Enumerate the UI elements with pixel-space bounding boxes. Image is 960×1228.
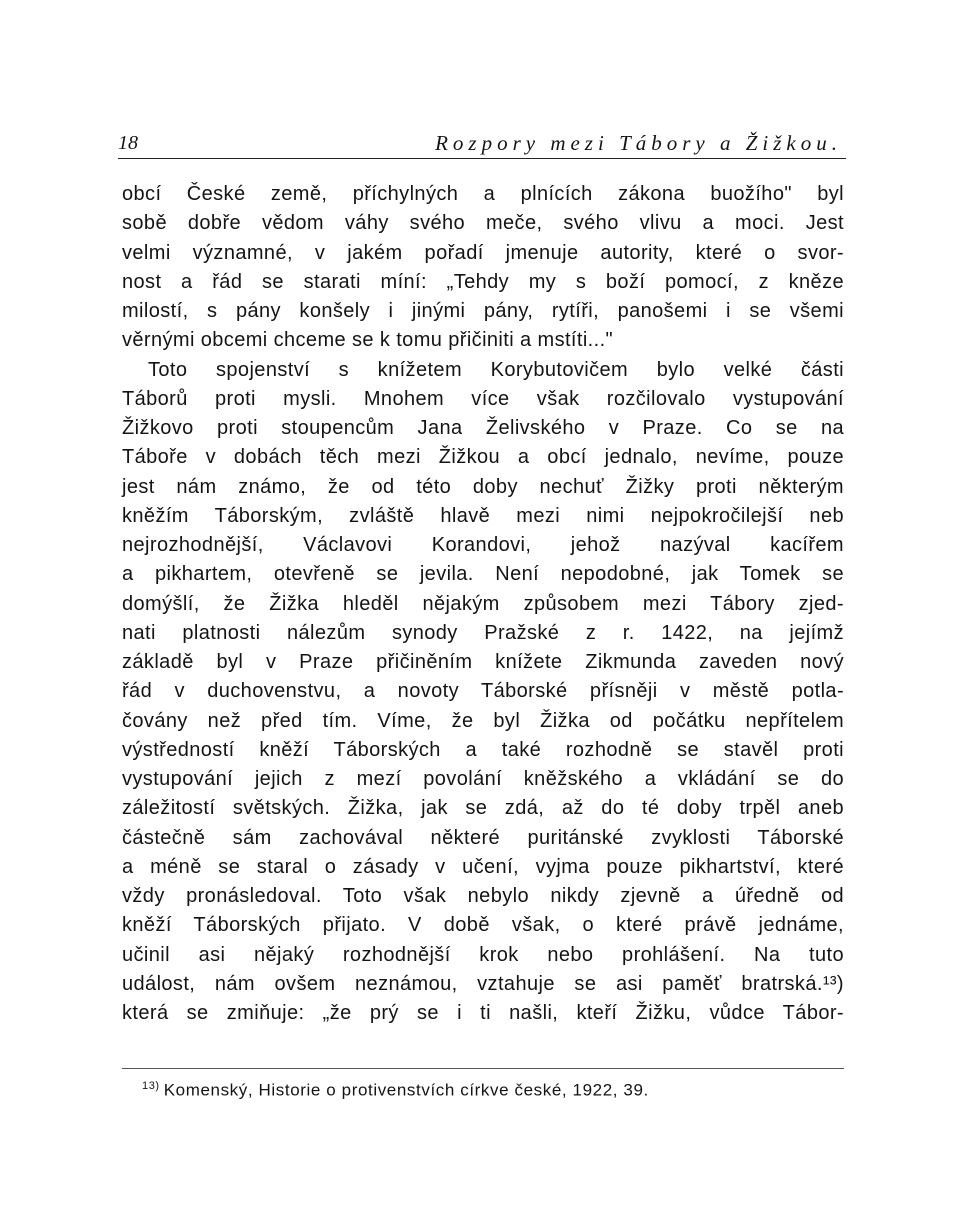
- footnote-text: Komenský, Historie o protivenstvích církve české, 1922, 39.: [163, 1080, 649, 1100]
- text-line: událost, nám ovšem neznámou, vztahuje se asi paměť bratrská.¹³): [122, 972, 844, 995]
- page-number: 18: [118, 132, 138, 154]
- text-line: řád v duchovenstvu, a novoty Táborské přísněji v městě potla-: [122, 680, 844, 703]
- footnote-divider: [122, 1068, 844, 1069]
- text-line: nati platnosti nálezům synody Pražské z r. 1422, na jejímž: [122, 621, 844, 644]
- text-line: výstředností kněží Táborských a také rozhodně se stavěl proti: [122, 738, 844, 761]
- text-line: obcí České země, příchylných a plnících zákona buožího" byl: [122, 183, 844, 205]
- text-line: Táboře v dobách těch mezi Žižkou a obcí jednalo, nevíme, pouze: [122, 446, 844, 469]
- text-line: věrnými obcemi chceme se k tomu přičiniti a mstíti...": [122, 329, 614, 352]
- text-line: vždy pronásledoval. Toto však nebylo nikdy zjevně a úředně od: [122, 885, 844, 907]
- text-line: sobě dobře vědom váhy svého meče, svého vlivu a moci. Jest: [122, 212, 844, 235]
- text-line: a méně se staral o zásady v učení, vyjma pouze pikhartství, které: [122, 855, 844, 878]
- text-line: Toto spojenství s knížetem Korybutovičem bylo velké části: [148, 358, 844, 381]
- page-header: [118, 130, 846, 159]
- text-line: Táborů proti mysli. Mnohem více však rozčilovalo vystupování: [122, 387, 844, 410]
- text-line: záležitostí světských. Žižka, jak se zdá, až do té doby trpěl aneb: [122, 797, 844, 820]
- body-text: [122, 180, 844, 1028]
- text-line: kněží Táborských přijato. V době však, o které právě jednáme,: [122, 914, 844, 937]
- text-line: nost a řád se starati míní: „Tehdy my s boží pomocí, z kněze: [122, 270, 844, 293]
- text-line: jest nám známo, že od této doby nechuť Žižky proti některým: [122, 475, 844, 498]
- text-line: a pikhartem, otevřeně se jevila. Není nepodobné, jak Tomek se: [122, 563, 844, 586]
- text-line: částečně sám zachovával některé puritánské zvyklosti Táborské: [122, 826, 844, 849]
- text-line: milostí, s pány konšely i jinými pány, rytíři, panošemi i se všemi: [122, 300, 844, 322]
- text-line: která se zmiňuje: „že prý se i ti našli, kteří Žižku, vůdce Tábor-: [122, 1002, 844, 1024]
- text-line: učinil asi nějaký rozhodnější krok nebo prohlášení. Na tuto: [122, 943, 844, 966]
- footnote-marker: 13): [142, 1080, 160, 1092]
- text-line: základě byl v Praze přičiněním knížete Zikmunda zaveden nový: [122, 651, 844, 673]
- text-line: velmi významné, v jakém pořadí jmenuje autority, které o svor-: [122, 241, 844, 264]
- text-line: vystupování jejich z mezí povolání kněžského a vkládání se do: [122, 768, 844, 790]
- text-line: domýšlí, že Žižka hleděl nějakým způsobem mezi Tábory zjed-: [122, 592, 844, 615]
- running-title: Rozpory mezi Tábory a Žižkou.: [435, 131, 842, 155]
- text-line: kněžím Táborským, zvláště hlavě mezi nimi nejpokročilejší neb: [122, 504, 844, 527]
- text-line: Žižkovo proti stoupencům Jana Želivského v Praze. Co se na: [122, 417, 844, 439]
- footnote: [142, 1074, 649, 1103]
- text-line: nejrozhodnější, Václavovi Korandovi, jehož nazýval kacířem: [122, 534, 844, 556]
- text-line: čovány než před tím. Víme, že byl Žižka od počátku nepřítelem: [122, 709, 844, 732]
